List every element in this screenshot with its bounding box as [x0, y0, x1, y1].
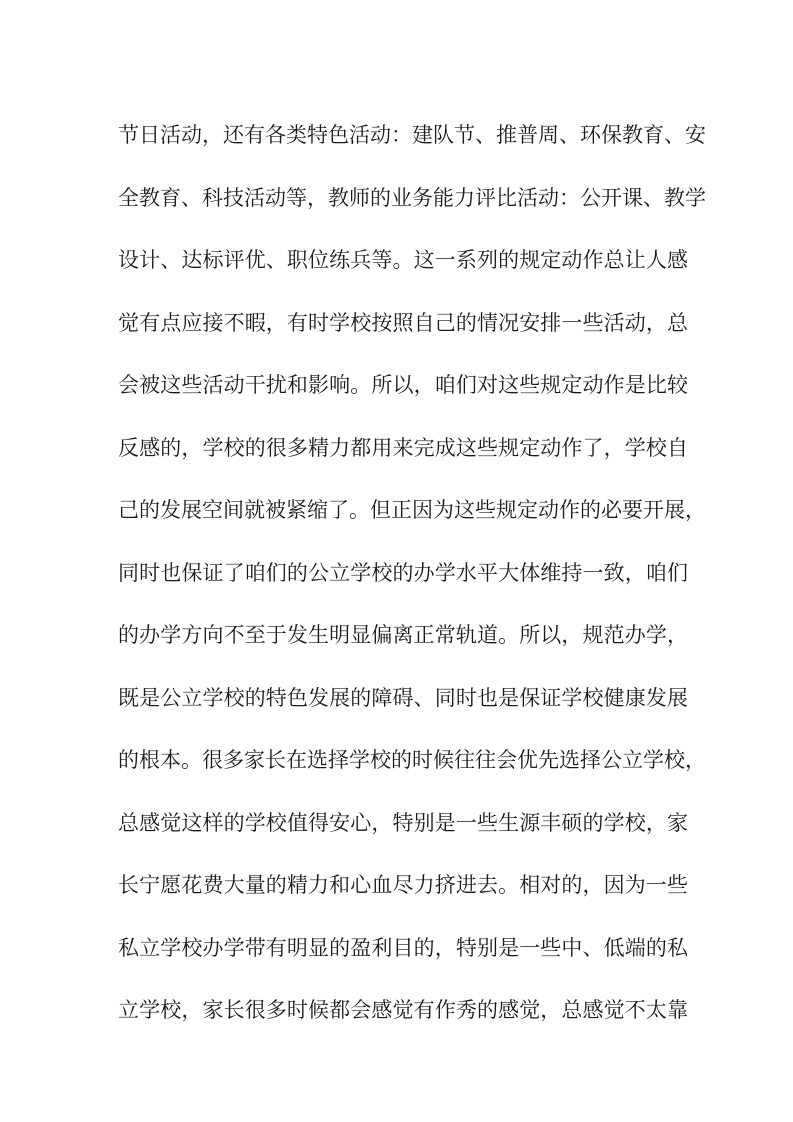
- text-line: 的根本。很多家长在选择学校的时候往往会优先选择公立学校，: [118, 748, 706, 772]
- text-line: 同时也保证了咱们的公立学校的办学水平大体维持一致，咱们: [118, 560, 688, 585]
- text-line: 会被这些活动干扰和影响。所以，咱们对这些规定动作是比较: [118, 373, 688, 397]
- text-line: 反感的，学校的很多精力都用来完成这些规定动作了，学校自: [118, 435, 688, 460]
- text-line: 设计、达标评优、职位练兵等。这一系列的规定动作总让人感: [118, 248, 688, 272]
- text-line: 既是公立学校的特色发展的障碍、同时也是保证学校健康发展: [118, 685, 688, 710]
- text-line: 私立学校办学带有明显的盈利目的，特别是一些中、低端的私: [118, 935, 688, 960]
- text-line: 立学校，家长很多时候都会感觉有作秀的感觉，总感觉不太靠: [118, 998, 688, 1022]
- text-line: 全教育、科技活动等，教师的业务能力评比活动：公开课、教学: [118, 185, 706, 210]
- text-line: 长宁愿花费大量的精力和心血尽力挤进去。相对的，因为一些: [118, 873, 688, 897]
- text-line: 总感觉这样的学校值得安心，特别是一些生源丰硕的学校，家: [118, 810, 688, 835]
- text-line: 节日活动，还有各类特色活动：建队节、推普周、环保教育、安: [118, 123, 706, 147]
- text-line: 的办学方向不至于发生明显偏离正常轨道。所以，规范办学，: [118, 623, 688, 647]
- text-line: 己的发展空间就被紧缩了。但正因为这些规定动作的必要开展，: [118, 498, 706, 522]
- body-paragraph: [118, 104, 706, 1042]
- text-line: 觉有点应接不暇，有时学校按照自己的情况安排一些活动，总: [118, 310, 688, 335]
